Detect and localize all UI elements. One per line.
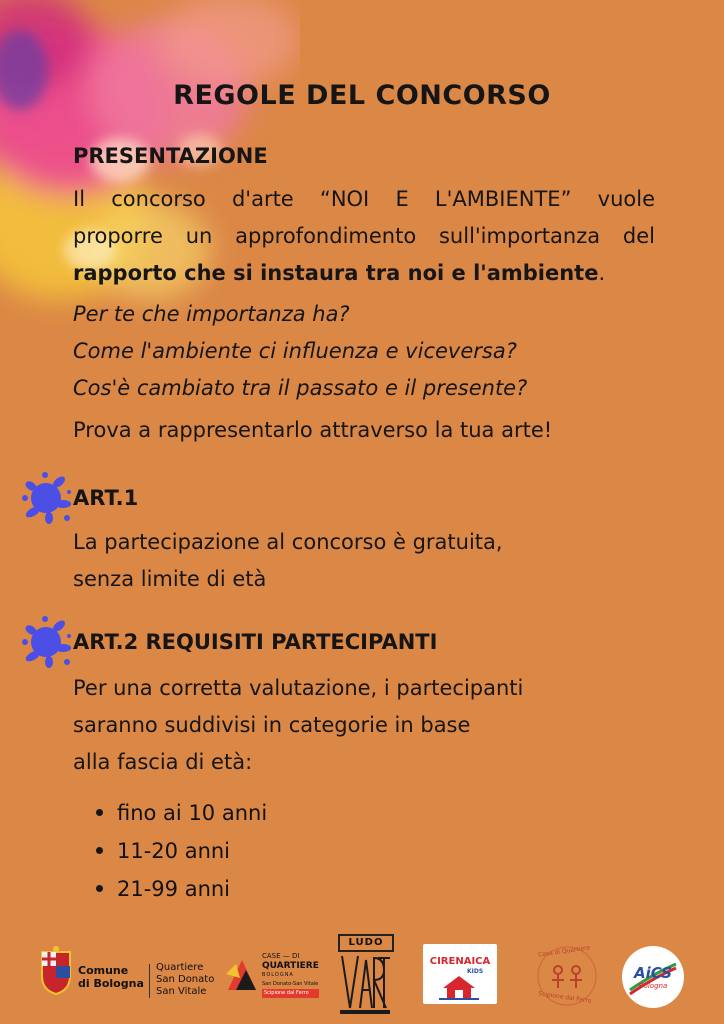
presentation-emphasis: rapporto che si instaura tra noi e l'ambiente [73, 261, 599, 285]
case-di-quartiere-logo [224, 952, 324, 1008]
bullet-icon [96, 847, 103, 854]
paint-splat-icon [19, 614, 73, 670]
logo-divider [149, 964, 150, 998]
page-title: REGOLE DEL CONCORSO [173, 80, 551, 111]
question-1: Per te che importanza ha? [73, 302, 350, 326]
aics-bologna-logo [620, 944, 686, 1010]
cirenaica-kids-label: KIDS [467, 968, 484, 975]
cirenaica-kids-logo [423, 944, 497, 1004]
category-label: fino ai 10 anni [117, 801, 268, 825]
cirenaica-label: CIRENAICA [429, 956, 491, 967]
case-line-4: San Donato-San Vitale [262, 981, 319, 987]
ludo-varth-logo [336, 934, 394, 1016]
art1-text [73, 524, 503, 598]
list-item [96, 832, 267, 870]
art1-line-2: senza limite di età [73, 567, 267, 591]
presentation-period: . [598, 261, 606, 285]
list-item [96, 870, 267, 908]
presentation-questions [73, 296, 527, 407]
presentation-line-2: proporre un approfondimento sull'importanza del [73, 224, 655, 248]
art2-line-1: Per una corretta valutazione, i partecipanti [73, 676, 524, 700]
case-line-3: BOLOGNA [262, 972, 294, 978]
question-2: Come l'ambiente ci influenza e viceversa? [73, 339, 517, 363]
age-categories-list [96, 794, 267, 908]
question-3: Cos'è cambiato tra il passato e il presente? [73, 376, 528, 400]
presentation-intro [73, 181, 655, 292]
case-line-2: QUARTIERE [262, 961, 319, 971]
stamp-line-1: Casa di Quartiere [537, 944, 591, 959]
comune-bologna-logo [38, 946, 218, 1002]
comune-line-2: di Bologna [78, 977, 144, 990]
quartiere-line-3: San Vitale [156, 986, 207, 997]
art2-line-3: alla fascia di età: [73, 750, 253, 774]
quartiere-line-1: Quartiere [156, 962, 204, 973]
bullet-icon [96, 885, 103, 892]
bullet-icon [96, 809, 103, 816]
presentation-line-3 [73, 255, 655, 292]
presentation-heading: PRESENTAZIONE [73, 144, 268, 168]
art2-text [73, 670, 523, 781]
ludo-label: LUDO [338, 934, 394, 952]
varth-lettering-icon [338, 950, 392, 1016]
case-line-5: Scipione dal Ferro [262, 989, 319, 998]
coat-of-arms-icon [38, 946, 74, 996]
category-label: 21-99 anni [117, 877, 231, 901]
paint-splat-icon [19, 470, 73, 526]
art1-heading: ART.1 [73, 486, 139, 510]
aics-sub-label: Bologna [638, 982, 668, 990]
presentation-line-1: Il concorso d'arte “NOI E L'AMBIENTE” vuole [73, 187, 655, 211]
case-quartiere-shape-icon [224, 954, 260, 994]
quartiere-line-2: San Donato [156, 974, 215, 985]
category-label: 11-20 anni [117, 839, 231, 863]
comune-line-1: Comune [78, 964, 129, 977]
stamp-line-2: Scipione dal Ferro [537, 990, 592, 1005]
art1-line-1: La partecipazione al concorso è gratuita, [73, 530, 503, 554]
list-item [96, 794, 267, 832]
house-icon [439, 974, 479, 1000]
presentation-closing: Prova a rappresentarlo attraverso la tua arte! [73, 418, 553, 442]
art2-heading: ART.2 REQUISITI PARTECIPANTI [73, 630, 438, 654]
aics-label: AiCS [633, 964, 673, 982]
art2-line-2: saranno suddivisi in categorie in base [73, 713, 471, 737]
case-line-1: CASE — DI [262, 952, 300, 960]
casa-quartiere-stamp-logo [534, 944, 600, 1008]
sponsor-logos [0, 930, 724, 1024]
